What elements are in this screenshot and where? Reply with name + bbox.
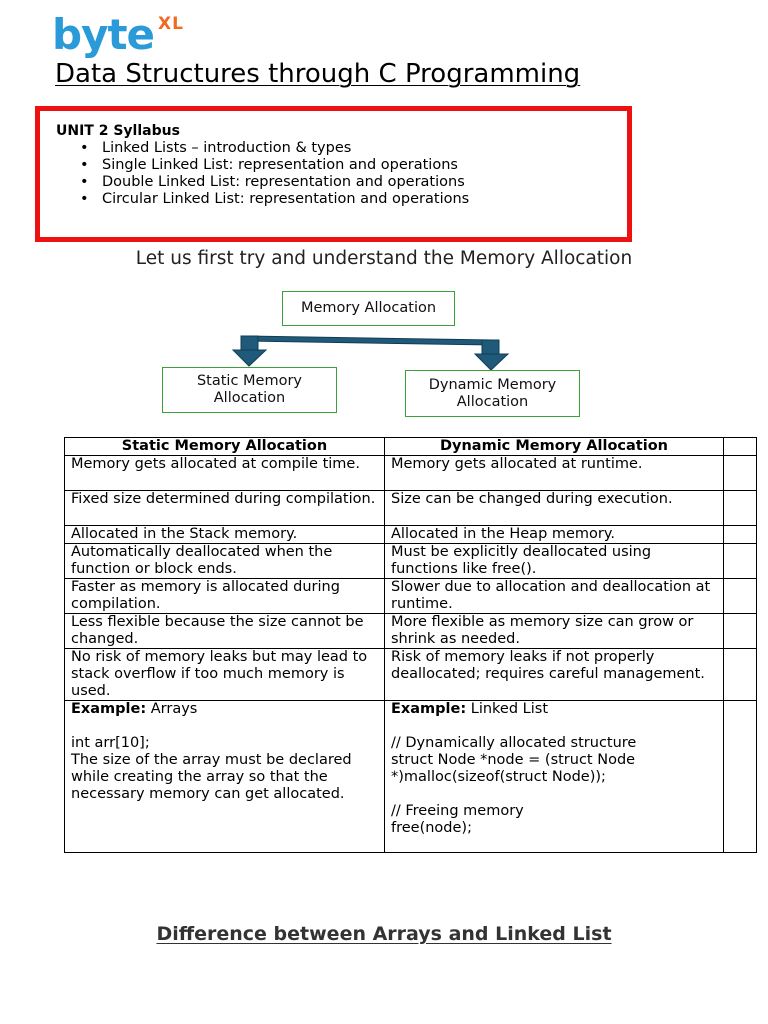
static-cell: Less flexible because the size cannot be changed.: [65, 614, 385, 649]
table-row: [65, 579, 757, 614]
dynamic-comment-1: // Dynamically allocated structure: [391, 735, 637, 751]
connector-bar: [246, 336, 492, 345]
logo-wordmark: byte: [52, 10, 155, 59]
static-example-line: [71, 701, 378, 718]
example-label: Example:: [391, 701, 467, 717]
dynamic-cell: Must be explicitly deallocated using functions like free().: [385, 544, 724, 579]
dynamic-cell: Allocated in the Heap memory.: [385, 526, 724, 544]
spacer: [391, 718, 717, 735]
empty-cell: [724, 614, 757, 649]
empty-cell: [724, 491, 757, 526]
dynamic-code-2: free(node);: [391, 820, 472, 836]
syllabus-item-label: Linked Lists – introduction & types: [102, 140, 352, 156]
syllabus-item-label: Circular Linked List: representation and operations: [102, 191, 470, 207]
static-note: The size of the array must be declared while creating the array so that the necessary memory can get allocated.: [71, 752, 352, 802]
bullet-icon: •: [80, 174, 89, 190]
column-header-static: Static Memory Allocation: [65, 438, 385, 456]
static-example-value: Arrays: [150, 701, 198, 717]
table-row: [65, 456, 757, 491]
syllabus-item-label: Single Linked List: representation and operations: [102, 157, 458, 173]
table-row: [65, 526, 757, 544]
example-row: [65, 701, 757, 853]
column-header-dynamic: Dynamic Memory Allocation: [385, 438, 724, 456]
empty-cell: [724, 456, 757, 491]
table-header-row: [65, 438, 757, 456]
static-cell: Fixed size determined during compilation.: [65, 491, 385, 526]
bullet-icon: •: [80, 157, 89, 173]
root-node-label: Memory Allocation: [300, 300, 437, 316]
empty-column-header: [724, 438, 757, 456]
bullet-icon: •: [80, 140, 89, 156]
syllabus-heading: UNIT 2 Syllabus: [56, 123, 180, 139]
dynamic-comment-2: // Freeing memory: [391, 803, 524, 819]
table-row: [65, 614, 757, 649]
dynamic-cell: Risk of memory leaks if not properly deallocated; requires careful management.: [385, 649, 724, 701]
static-cell: Faster as memory is allocated during compilation.: [65, 579, 385, 614]
dynamic-cell: Size can be changed during execution.: [385, 491, 724, 526]
bullet-icon: •: [80, 191, 89, 207]
static-cell: Automatically deallocated when the function or block ends.: [65, 544, 385, 579]
dynamic-code-1: struct Node *node = (struct Node *)malloc(sizeof(struct Node));: [391, 752, 636, 785]
empty-cell: [724, 649, 757, 701]
static-cell: Allocated in the Stack memory.: [65, 526, 385, 544]
dynamic-example-value: Linked List: [470, 701, 549, 717]
syllabus-item-label: Double Linked List: representation and operations: [102, 174, 465, 190]
empty-cell: [724, 701, 757, 853]
document-title: Data Structures through C Programming: [55, 59, 581, 89]
section-heading: Difference between Arrays and Linked List: [156, 923, 612, 945]
logo-superscript: XL: [158, 14, 184, 34]
left-arrow-head: [233, 350, 266, 366]
static-code: int arr[10];: [71, 735, 150, 751]
spacer: [391, 786, 717, 803]
empty-cell: [724, 544, 757, 579]
table-row: [65, 649, 757, 701]
dynamic-example-cell: [385, 701, 724, 853]
static-cell: Memory gets allocated at compile time.: [65, 456, 385, 491]
intro-text: Let us first try and understand the Memory Allocation: [135, 248, 633, 269]
static-example-cell: [65, 701, 385, 853]
memory-allocation-diagram: [0, 0, 768, 430]
dynamic-example-line: [391, 701, 717, 718]
table-row: [65, 544, 757, 579]
dynamic-cell: Slower due to allocation and deallocation at runtime.: [385, 579, 724, 614]
dynamic-memory-box: [405, 370, 580, 417]
right-arrow-head: [475, 354, 508, 370]
left-arrow-shaft: [241, 336, 258, 350]
table-row: [65, 491, 757, 526]
right-node-label: Dynamic Memory Allocation: [428, 376, 557, 410]
static-cell: No risk of memory leaks but may lead to stack overflow if too much memory is used.: [65, 649, 385, 701]
dynamic-cell: Memory gets allocated at runtime.: [385, 456, 724, 491]
static-memory-box: [162, 367, 337, 413]
left-node-label: Static Memory Allocation: [196, 373, 303, 406]
example-label: Example:: [71, 701, 147, 717]
comparison-table: [64, 437, 757, 853]
dynamic-cell: More flexible as memory size can grow or shrink as needed.: [385, 614, 724, 649]
memory-allocation-box: [282, 291, 455, 326]
empty-cell: [724, 579, 757, 614]
empty-cell: [724, 526, 757, 544]
spacer: [71, 718, 378, 735]
right-arrow-shaft: [482, 340, 499, 354]
